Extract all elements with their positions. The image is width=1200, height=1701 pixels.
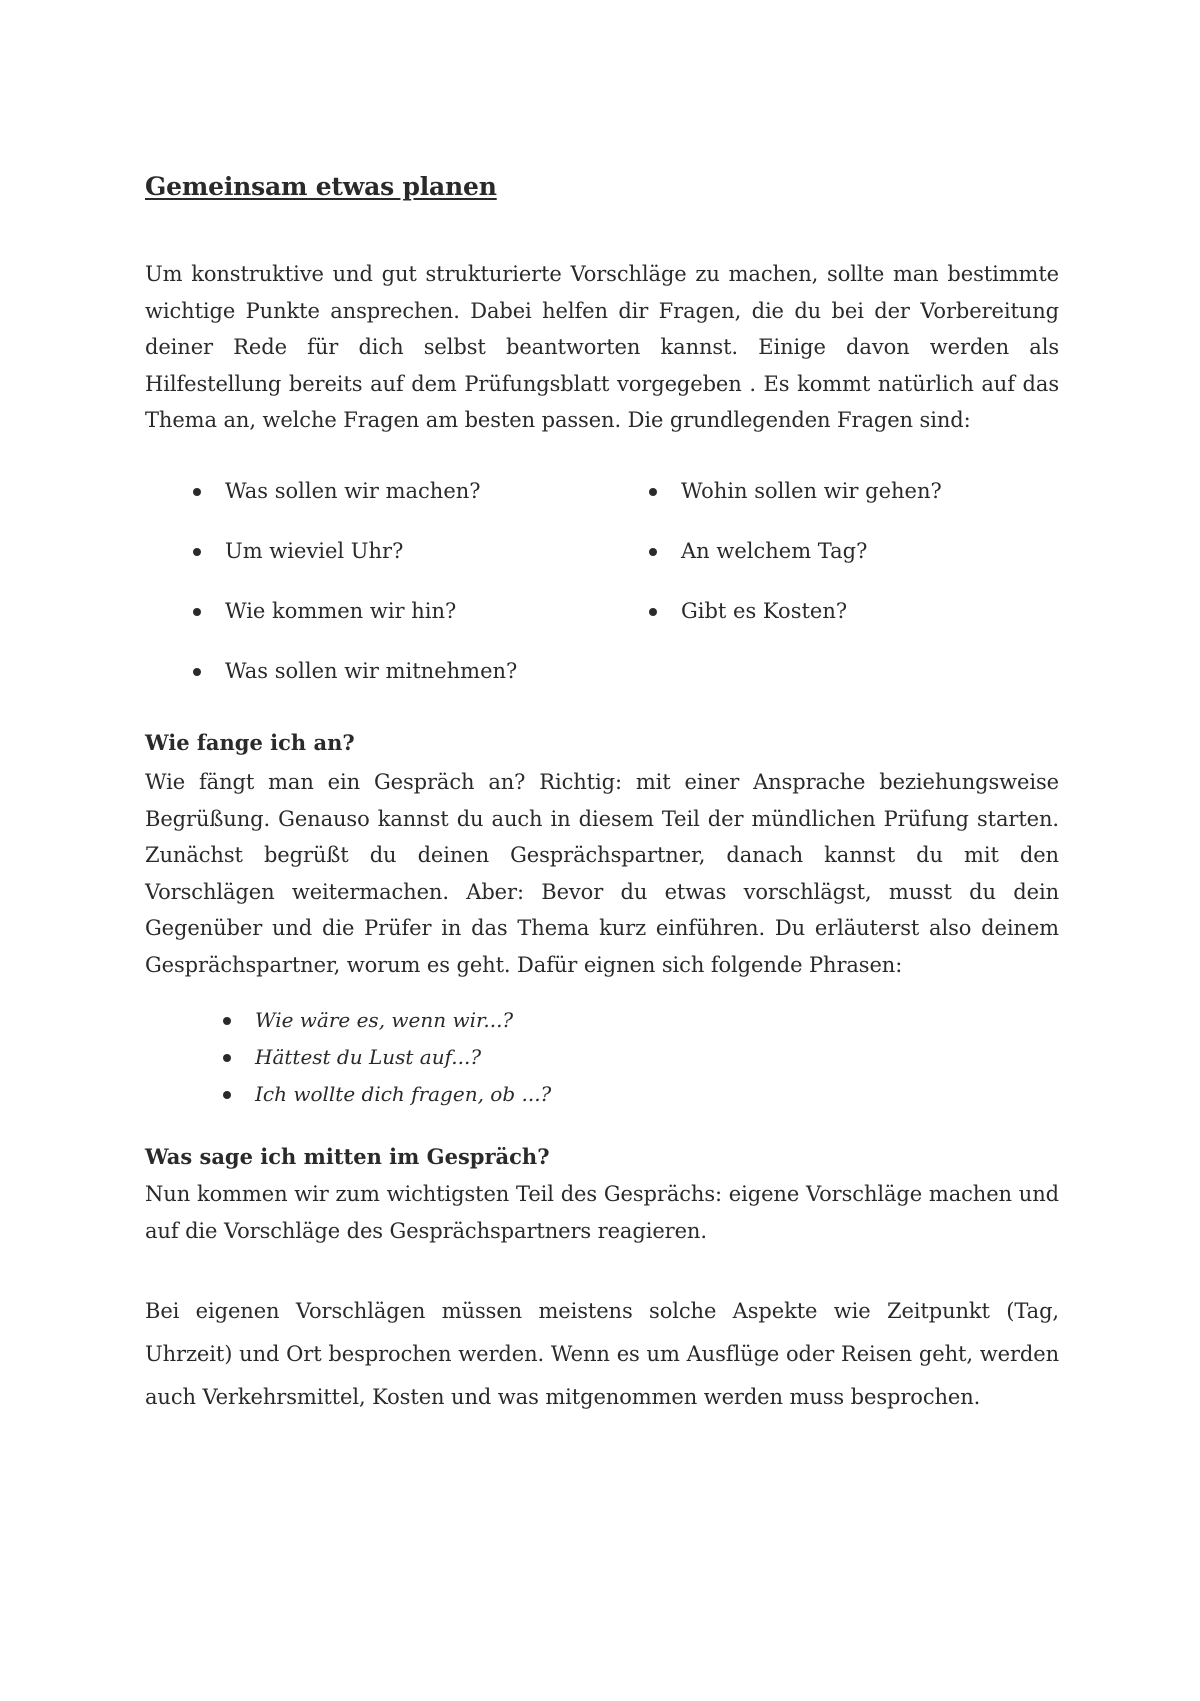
list-item: Um wieviel Uhr?	[193, 536, 517, 596]
list-item: Wie kommen wir hin?	[193, 596, 517, 656]
list-item: Ich wollte dich fragen, ob ...?	[223, 1076, 551, 1113]
question-list-left	[193, 476, 517, 716]
list-item: Was sollen wir mitnehmen?	[193, 656, 517, 716]
document-title: Gemeinsam etwas planen	[145, 172, 497, 201]
question-list-right	[649, 476, 942, 656]
phrase-list	[223, 1002, 551, 1113]
list-item: Gibt es Kosten?	[649, 596, 942, 656]
section-heading: Was sage ich mitten im Gespräch?	[145, 1144, 550, 1169]
intro-paragraph: Um konstruktive und gut strukturierte Vorschläge zu machen, sollte man bestimmte wichtige Punkte ansprechen. Dabei helfen dir Fragen, die du bei der Vorbereitung deiner Rede für dich selbst beantworten kannst. Einige davon werden als Hilfestellung bereits auf dem Prüfungsblatt vorgegeben . Es kommt natürlich auf das Thema an, welche Fragen am besten passen. Die grundlegenden Fragen sind:	[145, 262, 1059, 432]
list-item: Hättest du Lust auf...?	[223, 1039, 551, 1076]
closing-paragraph: Bei eigenen Vorschlägen müssen meistens solche Aspekte wie Zeitpunkt (Tag, Uhrzeit) und Ort besprochen werden. Wenn es um Ausflüge oder Reisen geht, werden auch Verkehrsmittel, Kosten und was mitgenommen werden muss besprochen.	[145, 1299, 1059, 1409]
list-item: Wohin sollen wir gehen?	[649, 476, 942, 536]
list-item: Was sollen wir machen?	[193, 476, 517, 536]
section-middle	[145, 1142, 1059, 1249]
section-paragraph: Wie fängt man ein Gespräch an? Richtig: mit einer Ansprache beziehungsweise Begrüßung. Genauso kannst du auch in diesem Teil der mündlichen Prüfung starten. Zunächst begrüßt du deinen Gesprächspartner, danach kannst du mit den Vorschlägen weitermachen. Aber: Bevor du etwas vorschlägst, musst du dein Gegenüber und die Prüfer in das Thema kurz einführen. Du erläuterst also deinem Gesprächspartner, worum es geht. Dafür eignen sich folgende Phrasen:	[145, 770, 1059, 977]
section-heading: Wie fange ich an?	[145, 730, 355, 755]
question-list	[145, 476, 1059, 706]
section-paragraph: Nun kommen wir zum wichtigsten Teil des Gesprächs: eigene Vorschläge machen und auf die Vorschläge des Gesprächspartners reagieren.	[145, 1182, 1059, 1243]
list-item: Wie wäre es, wenn wir...?	[223, 1002, 551, 1039]
list-item: An welchem Tag?	[649, 536, 942, 596]
section-start	[145, 728, 1059, 983]
